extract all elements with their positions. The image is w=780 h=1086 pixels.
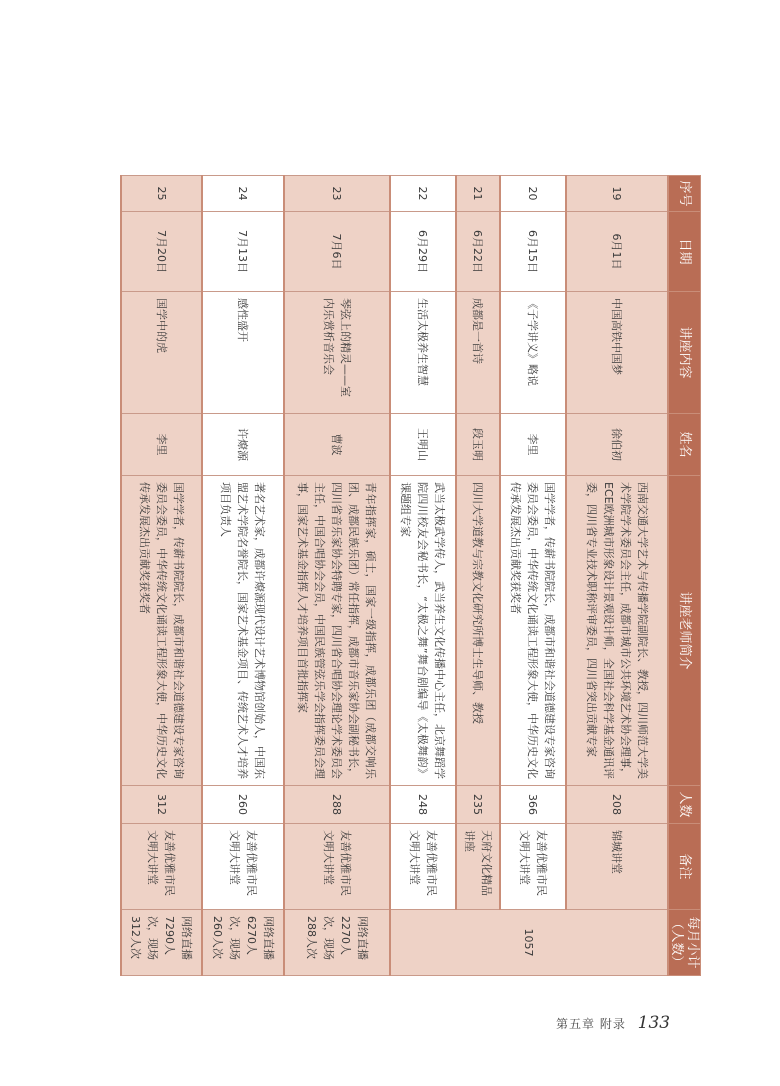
cell-date: 7月6日	[284, 212, 390, 292]
cell-monthly: 网络直播7290人次，现场312人次	[121, 910, 202, 976]
cell-count: 208	[566, 786, 668, 824]
cell-name: 曹波	[284, 414, 390, 476]
rotated-table-container	[129, 175, 701, 975]
table-row	[284, 176, 390, 976]
cell-intro: 青年指挥家，硕士，国家一级指挥，成都乐团（成都交响乐团、成都民族乐团）常任指挥，成都市音乐家协会副秘书长，四川省音乐家协会特聘专家，四川省合唱协会理论学术委员会主任，中国合唱协会会员，中国民族管弦乐学会指挥委员会理事，国家艺术基金指挥人才培养项目首批指挥家	[284, 476, 390, 786]
cell-topic: 成都是一首诗	[456, 292, 500, 414]
cell-intro: 著名艺术家，成都许燎源现代设计艺术博物馆创始人，中国东盟艺术学院名誉院长，国家艺术基金项目、传统艺术人才培养项目负责人	[202, 476, 284, 786]
cell-count: 312	[121, 786, 202, 824]
table-row	[456, 176, 500, 976]
cell-no: 21	[456, 176, 500, 212]
cell-name: 李里	[121, 414, 202, 476]
cell-count: 235	[456, 786, 500, 824]
cell-count: 260	[202, 786, 284, 824]
header-count: 人数	[668, 786, 701, 824]
cell-name: 王明山	[390, 414, 456, 476]
cell-note: 友善优雅市民文明大讲堂	[284, 824, 390, 910]
cell-no: 23	[284, 176, 390, 212]
cell-monthly: 网络直播2270人次，现场288人次	[284, 910, 390, 976]
cell-no: 19	[566, 176, 668, 212]
cell-note: 锦城讲堂	[566, 824, 668, 910]
cell-june-subtotal: 1057	[390, 910, 668, 976]
cell-name: 段玉明	[456, 414, 500, 476]
cell-monthly: 网络直播6270人次，现场260人次	[202, 910, 284, 976]
table-row	[500, 176, 566, 976]
table-row	[202, 176, 284, 976]
table-row	[121, 176, 202, 976]
cell-topic: 感性盛开	[202, 292, 284, 414]
cell-no: 20	[500, 176, 566, 212]
cell-count: 248	[390, 786, 456, 824]
header-monthly: 每月小计 （人数）	[668, 910, 701, 976]
cell-topic: 生活太极养生智慧	[390, 292, 456, 414]
cell-name: 许燎源	[202, 414, 284, 476]
cell-intro: 国学学者，传薪书院院长，成都市和谐社会道德建设专家咨询委员会委员，中华传统文化诵读工程形象大使，中华历史文化传承发展杰出贡献奖获奖者	[121, 476, 202, 786]
cell-intro: 四川大学道教与宗教文化研究所博士生导师、教授	[456, 476, 500, 786]
cell-topic: 《子学讲义》略说	[500, 292, 566, 414]
cell-date: 6月29日	[390, 212, 456, 292]
cell-note: 友善优雅市民文明大讲堂	[202, 824, 284, 910]
cell-topic: 国学中的虎	[121, 292, 202, 414]
lecture-table	[120, 175, 701, 976]
cell-no: 22	[390, 176, 456, 212]
cell-intro: 武当太极武学传人，武当养生文化传播中心主任，北京舞蹈学院四川校友会秘书长，“太极之舞”舞台剧编导《太极舞韵》课题组专家	[390, 476, 456, 786]
cell-intro: 西南交通大学艺术与传播学院副院长、教授，四川师范大学美术学院学术委员会主任，成都市城市公共环境艺术协会理事，ECE欧洲城市形象设计景观设计师，全国社会科学基金通讯评委，四川省专业技术职称评审委员，四川省突出贡献专家	[566, 476, 668, 786]
page-footer	[556, 1013, 670, 1033]
header-note: 备注	[668, 824, 701, 910]
header-name: 姓名	[668, 414, 701, 476]
header-date: 日期	[668, 212, 701, 292]
cell-name: 李里	[500, 414, 566, 476]
cell-intro: 国学学者，传薪书院院长，成都市和谐社会道德建设专家咨询委员会委员，中华传统文化诵读工程形象大使，中华历史文化传承发展杰出贡献奖获奖者	[500, 476, 566, 786]
table-row	[566, 176, 668, 976]
cell-note: 天府文化精品讲座	[456, 824, 500, 910]
cell-note: 友善优雅市民文明大讲堂	[121, 824, 202, 910]
cell-note: 友善优雅市民文明大讲堂	[500, 824, 566, 910]
header-topic: 讲座内容	[668, 292, 701, 414]
page-number: 133	[637, 1013, 671, 1033]
cell-count: 366	[500, 786, 566, 824]
table-header-row	[668, 176, 701, 976]
cell-date: 6月22日	[456, 212, 500, 292]
table-row	[390, 176, 456, 976]
cell-no: 24	[202, 176, 284, 212]
cell-note: 友善优雅市民文明大讲堂	[390, 824, 456, 910]
header-no: 序号	[668, 176, 701, 212]
cell-name: 徐伯初	[566, 414, 668, 476]
cell-topic: 中国高铁中国梦	[566, 292, 668, 414]
cell-date: 7月13日	[202, 212, 284, 292]
header-intro: 讲座老师简介	[668, 476, 701, 786]
cell-count: 288	[284, 786, 390, 824]
chapter-label: 第五章 附录	[556, 1017, 626, 1031]
cell-date: 6月1日	[566, 212, 668, 292]
cell-date: 6月15日	[500, 212, 566, 292]
cell-topic: 琴弦上的精灵——室内乐赏析音乐会	[284, 292, 390, 414]
cell-no: 25	[121, 176, 202, 212]
cell-date: 7月20日	[121, 212, 202, 292]
